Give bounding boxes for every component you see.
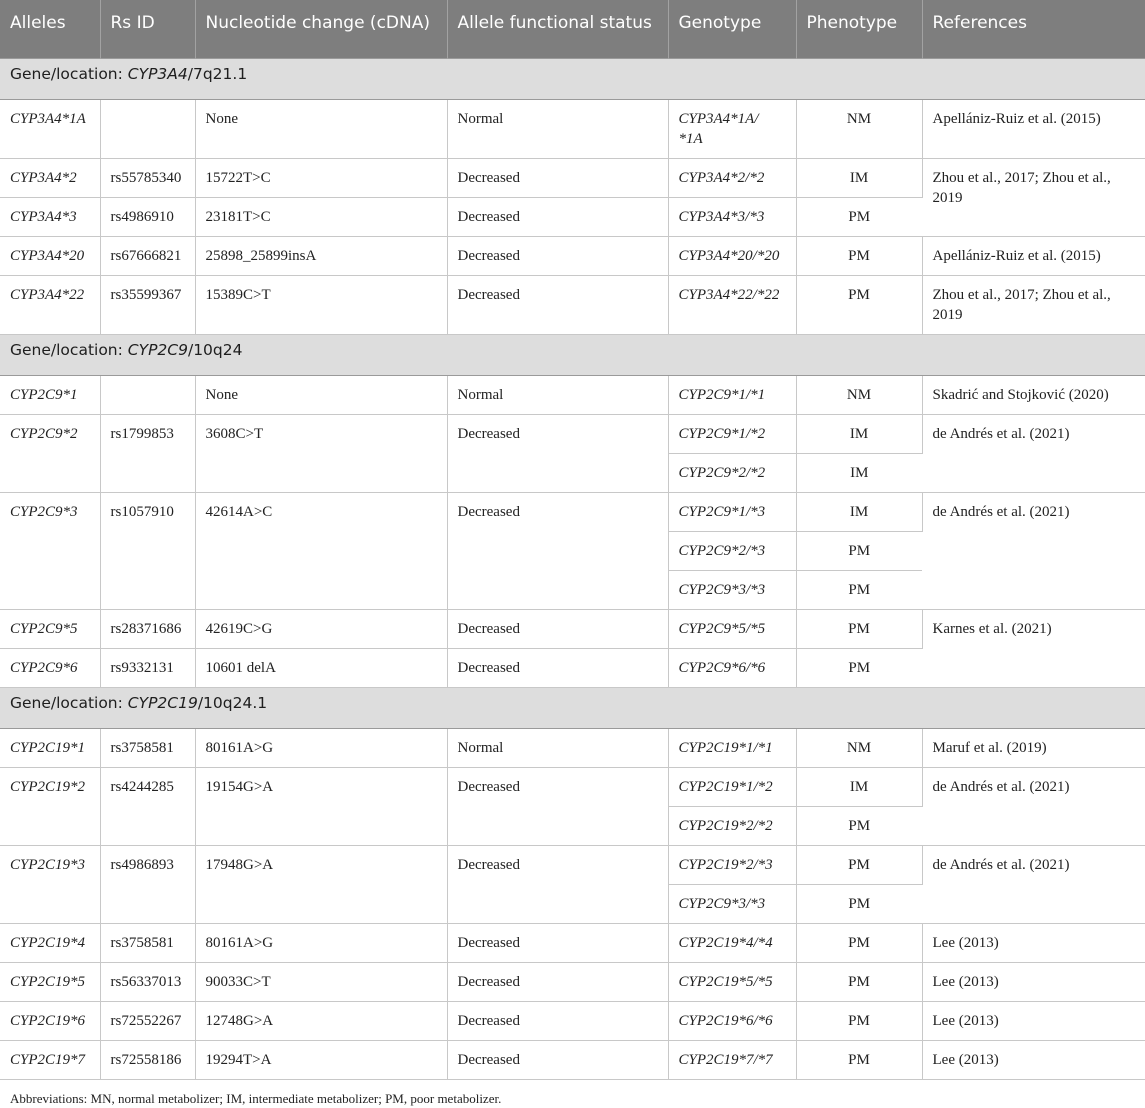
- table-row: [0, 158, 1145, 197]
- allele-cell: CYP2C19*5: [0, 962, 100, 1001]
- group-gene: CYP2C19: [127, 693, 198, 712]
- genotype-cell: CYP2C9*1/*2: [668, 414, 796, 453]
- group-row-cyp2c19: [0, 687, 1145, 728]
- genotype-cell: CYP2C19*7/*7: [668, 1040, 796, 1079]
- table-row: [0, 609, 1145, 648]
- allele-cell: CYP2C19*1: [0, 728, 100, 767]
- allele-cell: CYP2C9*6: [0, 648, 100, 687]
- reference-cell: Maruf et al. (2019): [922, 728, 1145, 767]
- allele-cell: CYP2C19*6: [0, 1001, 100, 1040]
- allele-cell: CYP2C19*2: [0, 767, 100, 845]
- group-label: [0, 58, 1145, 99]
- status-cell: Decreased: [447, 275, 668, 334]
- group-gene: CYP2C9: [127, 340, 188, 359]
- phenotype-cell: PM: [796, 275, 922, 334]
- nucleotide-cell: 15389C>T: [195, 275, 447, 334]
- allele-cell: CYP2C19*7: [0, 1040, 100, 1079]
- phenotype-cell: NM: [796, 728, 922, 767]
- table-row: [0, 1040, 1145, 1079]
- reference-cell: de Andrés et al. (2021): [922, 845, 1145, 923]
- phenotype-cell: IM: [796, 767, 922, 806]
- phenotype-cell: PM: [796, 197, 922, 236]
- phenotype-cell: PM: [796, 1040, 922, 1079]
- status-cell: Normal: [447, 728, 668, 767]
- abbreviations-footnote: Abbreviations: MN, normal metabolizer; IM, intermediate metabolizer; PM, poor metabolizer.: [10, 1091, 502, 1106]
- rsid-cell: rs3758581: [100, 728, 195, 767]
- allele-cell: CYP3A4*3: [0, 197, 100, 236]
- phenotype-cell: PM: [796, 845, 922, 884]
- reference-cell: Apellániz-Ruiz et al. (2015): [922, 99, 1145, 158]
- genotype-cell: CYP2C19*2/*3: [668, 845, 796, 884]
- rsid-cell: rs4244285: [100, 767, 195, 845]
- genotype-cell: CYP2C19*1/*2: [668, 767, 796, 806]
- nucleotide-cell: 80161A>G: [195, 923, 447, 962]
- genotype-cell: CYP3A4*20/*20: [668, 236, 796, 275]
- reference-cell: Lee (2013): [922, 923, 1145, 962]
- group-location: /10q24: [187, 340, 243, 359]
- table-row: [0, 923, 1145, 962]
- rsid-cell: rs9332131: [100, 648, 195, 687]
- col-phenotype: Phenotype: [796, 0, 922, 58]
- phenotype-cell: PM: [796, 962, 922, 1001]
- nucleotide-cell: 23181T>C: [195, 197, 447, 236]
- rsid-cell: [100, 375, 195, 414]
- reference-cell: Skadrić and Stojković (2020): [922, 375, 1145, 414]
- reference-cell: de Andrés et al. (2021): [922, 767, 1145, 845]
- reference-cell: Karnes et al. (2021): [922, 609, 1145, 687]
- col-alleles: Alleles: [0, 0, 100, 58]
- rsid-cell: rs1057910: [100, 492, 195, 609]
- nucleotide-cell: 3608C>T: [195, 414, 447, 492]
- status-cell: Decreased: [447, 158, 668, 197]
- reference-cell: Zhou et al., 2017; Zhou et al., 2019: [922, 158, 1145, 236]
- reference-cell: de Andrés et al. (2021): [922, 492, 1145, 609]
- rsid-cell: rs55785340: [100, 158, 195, 197]
- nucleotide-cell: 17948G>A: [195, 845, 447, 923]
- group-prefix: Gene/location:: [10, 693, 128, 712]
- table-row: [0, 99, 1145, 158]
- status-cell: Decreased: [447, 923, 668, 962]
- phenotype-cell: PM: [796, 570, 922, 609]
- col-functional-status: Allele functional status: [447, 0, 668, 58]
- group-prefix: Gene/location:: [10, 340, 128, 359]
- genotype-cell: CYP2C9*5/*5: [668, 609, 796, 648]
- rsid-cell: rs1799853: [100, 414, 195, 492]
- genotype-cell: CYP3A4*1A/ *1A: [668, 99, 796, 158]
- nucleotide-cell: 42614A>C: [195, 492, 447, 609]
- phenotype-cell: PM: [796, 923, 922, 962]
- allele-cell: CYP2C9*5: [0, 609, 100, 648]
- nucleotide-cell: 80161A>G: [195, 728, 447, 767]
- nucleotide-cell: 15722T>C: [195, 158, 447, 197]
- col-rsid: Rs ID: [100, 0, 195, 58]
- reference-cell: Zhou et al., 2017; Zhou et al., 2019: [922, 275, 1145, 334]
- status-cell: Decreased: [447, 197, 668, 236]
- table-row: [0, 275, 1145, 334]
- allele-cell: CYP3A4*2: [0, 158, 100, 197]
- rsid-cell: rs35599367: [100, 275, 195, 334]
- genotype-cell: CYP3A4*22/*22: [668, 275, 796, 334]
- rsid-cell: rs67666821: [100, 236, 195, 275]
- genotype-cell: CYP2C9*2/*3: [668, 531, 796, 570]
- reference-cell: Lee (2013): [922, 1001, 1145, 1040]
- phenotype-cell: PM: [796, 236, 922, 275]
- phenotype-cell: PM: [796, 884, 922, 923]
- nucleotide-cell: 10601 delA: [195, 648, 447, 687]
- group-label: [0, 334, 1145, 375]
- phenotype-cell: PM: [796, 609, 922, 648]
- table-row: [0, 492, 1145, 531]
- rsid-cell: rs4986910: [100, 197, 195, 236]
- table-row: [0, 375, 1145, 414]
- status-cell: Normal: [447, 99, 668, 158]
- rsid-cell: rs28371686: [100, 609, 195, 648]
- allele-cell: CYP2C9*2: [0, 414, 100, 492]
- allele-cell: CYP2C9*3: [0, 492, 100, 609]
- status-cell: Decreased: [447, 767, 668, 845]
- allele-cell: CYP3A4*1A: [0, 99, 100, 158]
- status-cell: Normal: [447, 375, 668, 414]
- genotype-cell: CYP2C9*1/*3: [668, 492, 796, 531]
- nucleotide-cell: 19294T>A: [195, 1040, 447, 1079]
- group-prefix: Gene/location:: [10, 64, 128, 83]
- nucleotide-cell: 25898_25899insA: [195, 236, 447, 275]
- col-nucleotide: Nucleotide change (cDNA): [195, 0, 447, 58]
- group-row-cyp2c9: [0, 334, 1145, 375]
- phenotype-cell: PM: [796, 1001, 922, 1040]
- table-row: [0, 414, 1145, 453]
- nucleotide-cell: 19154G>A: [195, 767, 447, 845]
- genotype-cell: CYP3A4*2/*2: [668, 158, 796, 197]
- allele-cell: CYP2C19*4: [0, 923, 100, 962]
- group-location: /10q24.1: [197, 693, 268, 712]
- rsid-cell: rs72558186: [100, 1040, 195, 1079]
- rsid-cell: rs4986893: [100, 845, 195, 923]
- table-row: [0, 236, 1145, 275]
- phenotype-cell: NM: [796, 99, 922, 158]
- group-gene: CYP3A4: [127, 64, 188, 83]
- rsid-cell: rs72552267: [100, 1001, 195, 1040]
- genotype-cell: CYP3A4*3/*3: [668, 197, 796, 236]
- table-row: [0, 767, 1145, 806]
- reference-cell: de Andrés et al. (2021): [922, 414, 1145, 492]
- status-cell: Decreased: [447, 845, 668, 923]
- genotype-cell: CYP2C19*4/*4: [668, 923, 796, 962]
- nucleotide-cell: 12748G>A: [195, 1001, 447, 1040]
- status-cell: Decreased: [447, 492, 668, 609]
- group-location: /7q21.1: [187, 64, 248, 83]
- genotype-cell: CYP2C9*1/*1: [668, 375, 796, 414]
- status-cell: Decreased: [447, 236, 668, 275]
- status-cell: Decreased: [447, 1040, 668, 1079]
- group-label: [0, 687, 1145, 728]
- rsid-cell: [100, 99, 195, 158]
- phenotype-cell: IM: [796, 453, 922, 492]
- phenotype-cell: PM: [796, 648, 922, 687]
- genotype-cell: CYP2C19*1/*1: [668, 728, 796, 767]
- rsid-cell: rs56337013: [100, 962, 195, 1001]
- group-row-cyp3a4: [0, 58, 1145, 99]
- header-row: [0, 0, 1145, 58]
- nucleotide-cell: None: [195, 99, 447, 158]
- nucleotide-cell: None: [195, 375, 447, 414]
- phenotype-cell: PM: [796, 531, 922, 570]
- genotype-cell: CYP2C9*3/*3: [668, 570, 796, 609]
- table-row: [0, 845, 1145, 884]
- allele-cell: CYP3A4*20: [0, 236, 100, 275]
- status-cell: Decreased: [447, 1001, 668, 1040]
- allele-cell: CYP3A4*22: [0, 275, 100, 334]
- genotype-cell: CYP2C9*3/*3: [668, 884, 796, 923]
- genotype-cell: CYP2C9*6/*6: [668, 648, 796, 687]
- reference-cell: Lee (2013): [922, 962, 1145, 1001]
- phenotype-cell: IM: [796, 158, 922, 197]
- status-cell: Decreased: [447, 962, 668, 1001]
- status-cell: Decreased: [447, 609, 668, 648]
- genotype-cell: CYP2C19*5/*5: [668, 962, 796, 1001]
- phenotype-cell: PM: [796, 806, 922, 845]
- nucleotide-cell: 90033C>T: [195, 962, 447, 1001]
- status-cell: Decreased: [447, 414, 668, 492]
- reference-cell: Apellániz-Ruiz et al. (2015): [922, 236, 1145, 275]
- genotype-cell: CYP2C19*6/*6: [668, 1001, 796, 1040]
- status-cell: Decreased: [447, 648, 668, 687]
- phenotype-cell: NM: [796, 375, 922, 414]
- col-references: References: [922, 0, 1145, 58]
- col-genotype: Genotype: [668, 0, 796, 58]
- genotype-cell: CYP2C9*2/*2: [668, 453, 796, 492]
- allele-cell: CYP2C9*1: [0, 375, 100, 414]
- nucleotide-cell: 42619C>G: [195, 609, 447, 648]
- table-row: [0, 1001, 1145, 1040]
- table-row: [0, 962, 1145, 1001]
- genotype-cell: CYP2C19*2/*2: [668, 806, 796, 845]
- phenotype-cell: IM: [796, 492, 922, 531]
- table-row: [0, 728, 1145, 767]
- allele-cell: CYP2C19*3: [0, 845, 100, 923]
- rsid-cell: rs3758581: [100, 923, 195, 962]
- reference-cell: Lee (2013): [922, 1040, 1145, 1079]
- phenotype-cell: IM: [796, 414, 922, 453]
